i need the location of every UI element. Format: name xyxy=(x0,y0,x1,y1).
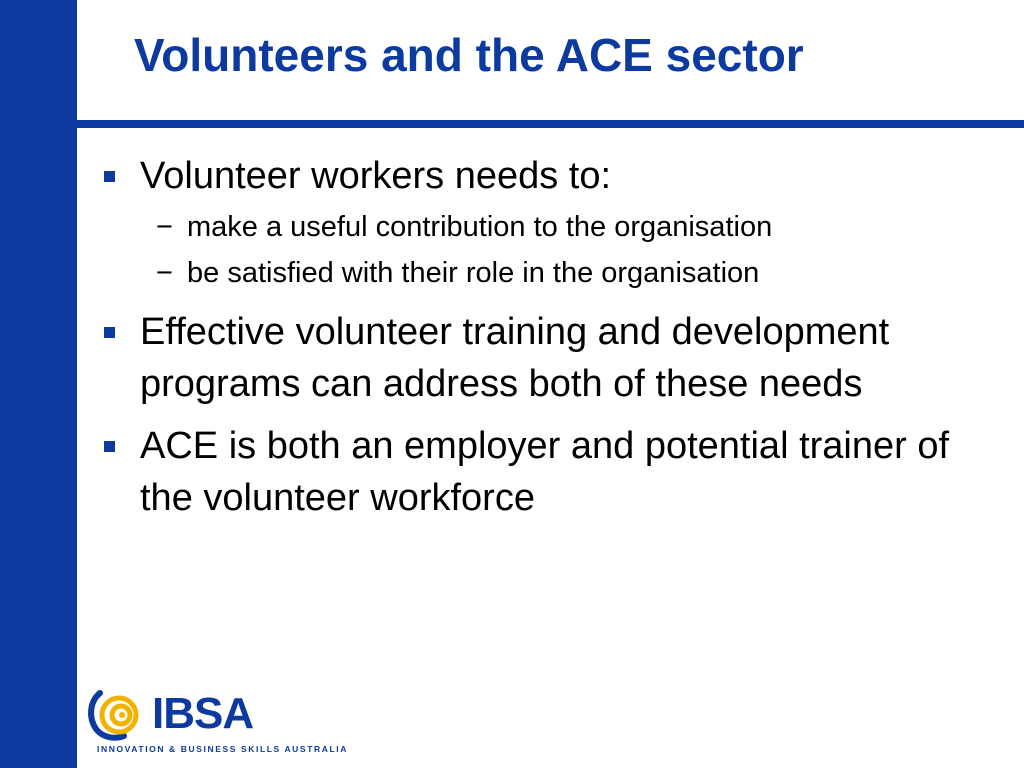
left-accent-bar xyxy=(0,0,77,768)
sub-bullet-text: make a useful contribution to the organisation xyxy=(187,211,773,243)
square-bullet-icon xyxy=(104,171,115,182)
bullet-item xyxy=(77,420,1024,524)
ibsa-swirl-icon xyxy=(86,683,152,743)
title-divider xyxy=(77,120,1024,128)
sub-bullet-text: be satisfied with their role in the organisation xyxy=(187,257,760,289)
slide-body xyxy=(77,150,1024,524)
slide-title: Volunteers and the ACE sector xyxy=(134,29,804,81)
logo-tagline: INNOVATION & BUSINESS SKILLS AUSTRALIA xyxy=(97,744,348,754)
bullet-text: Volunteer workers needs to: xyxy=(140,155,612,197)
bullet-item xyxy=(77,306,1024,410)
square-bullet-icon xyxy=(104,441,115,452)
bullet-item xyxy=(77,150,1024,202)
sub-bullet-item xyxy=(77,206,1024,248)
dash-bullet-icon: − xyxy=(156,211,173,243)
bullet-text: ACE is both an employer and potential trainer of the volunteer workforce xyxy=(140,425,950,519)
square-bullet-icon xyxy=(104,327,115,338)
bullet-text: Effective volunteer training and development programs can address both of these needs xyxy=(140,311,890,405)
sub-bullet-item xyxy=(77,252,1024,294)
logo-wordmark: IBSA xyxy=(152,689,254,738)
ibsa-logo xyxy=(86,683,356,758)
dash-bullet-icon: − xyxy=(156,257,173,289)
